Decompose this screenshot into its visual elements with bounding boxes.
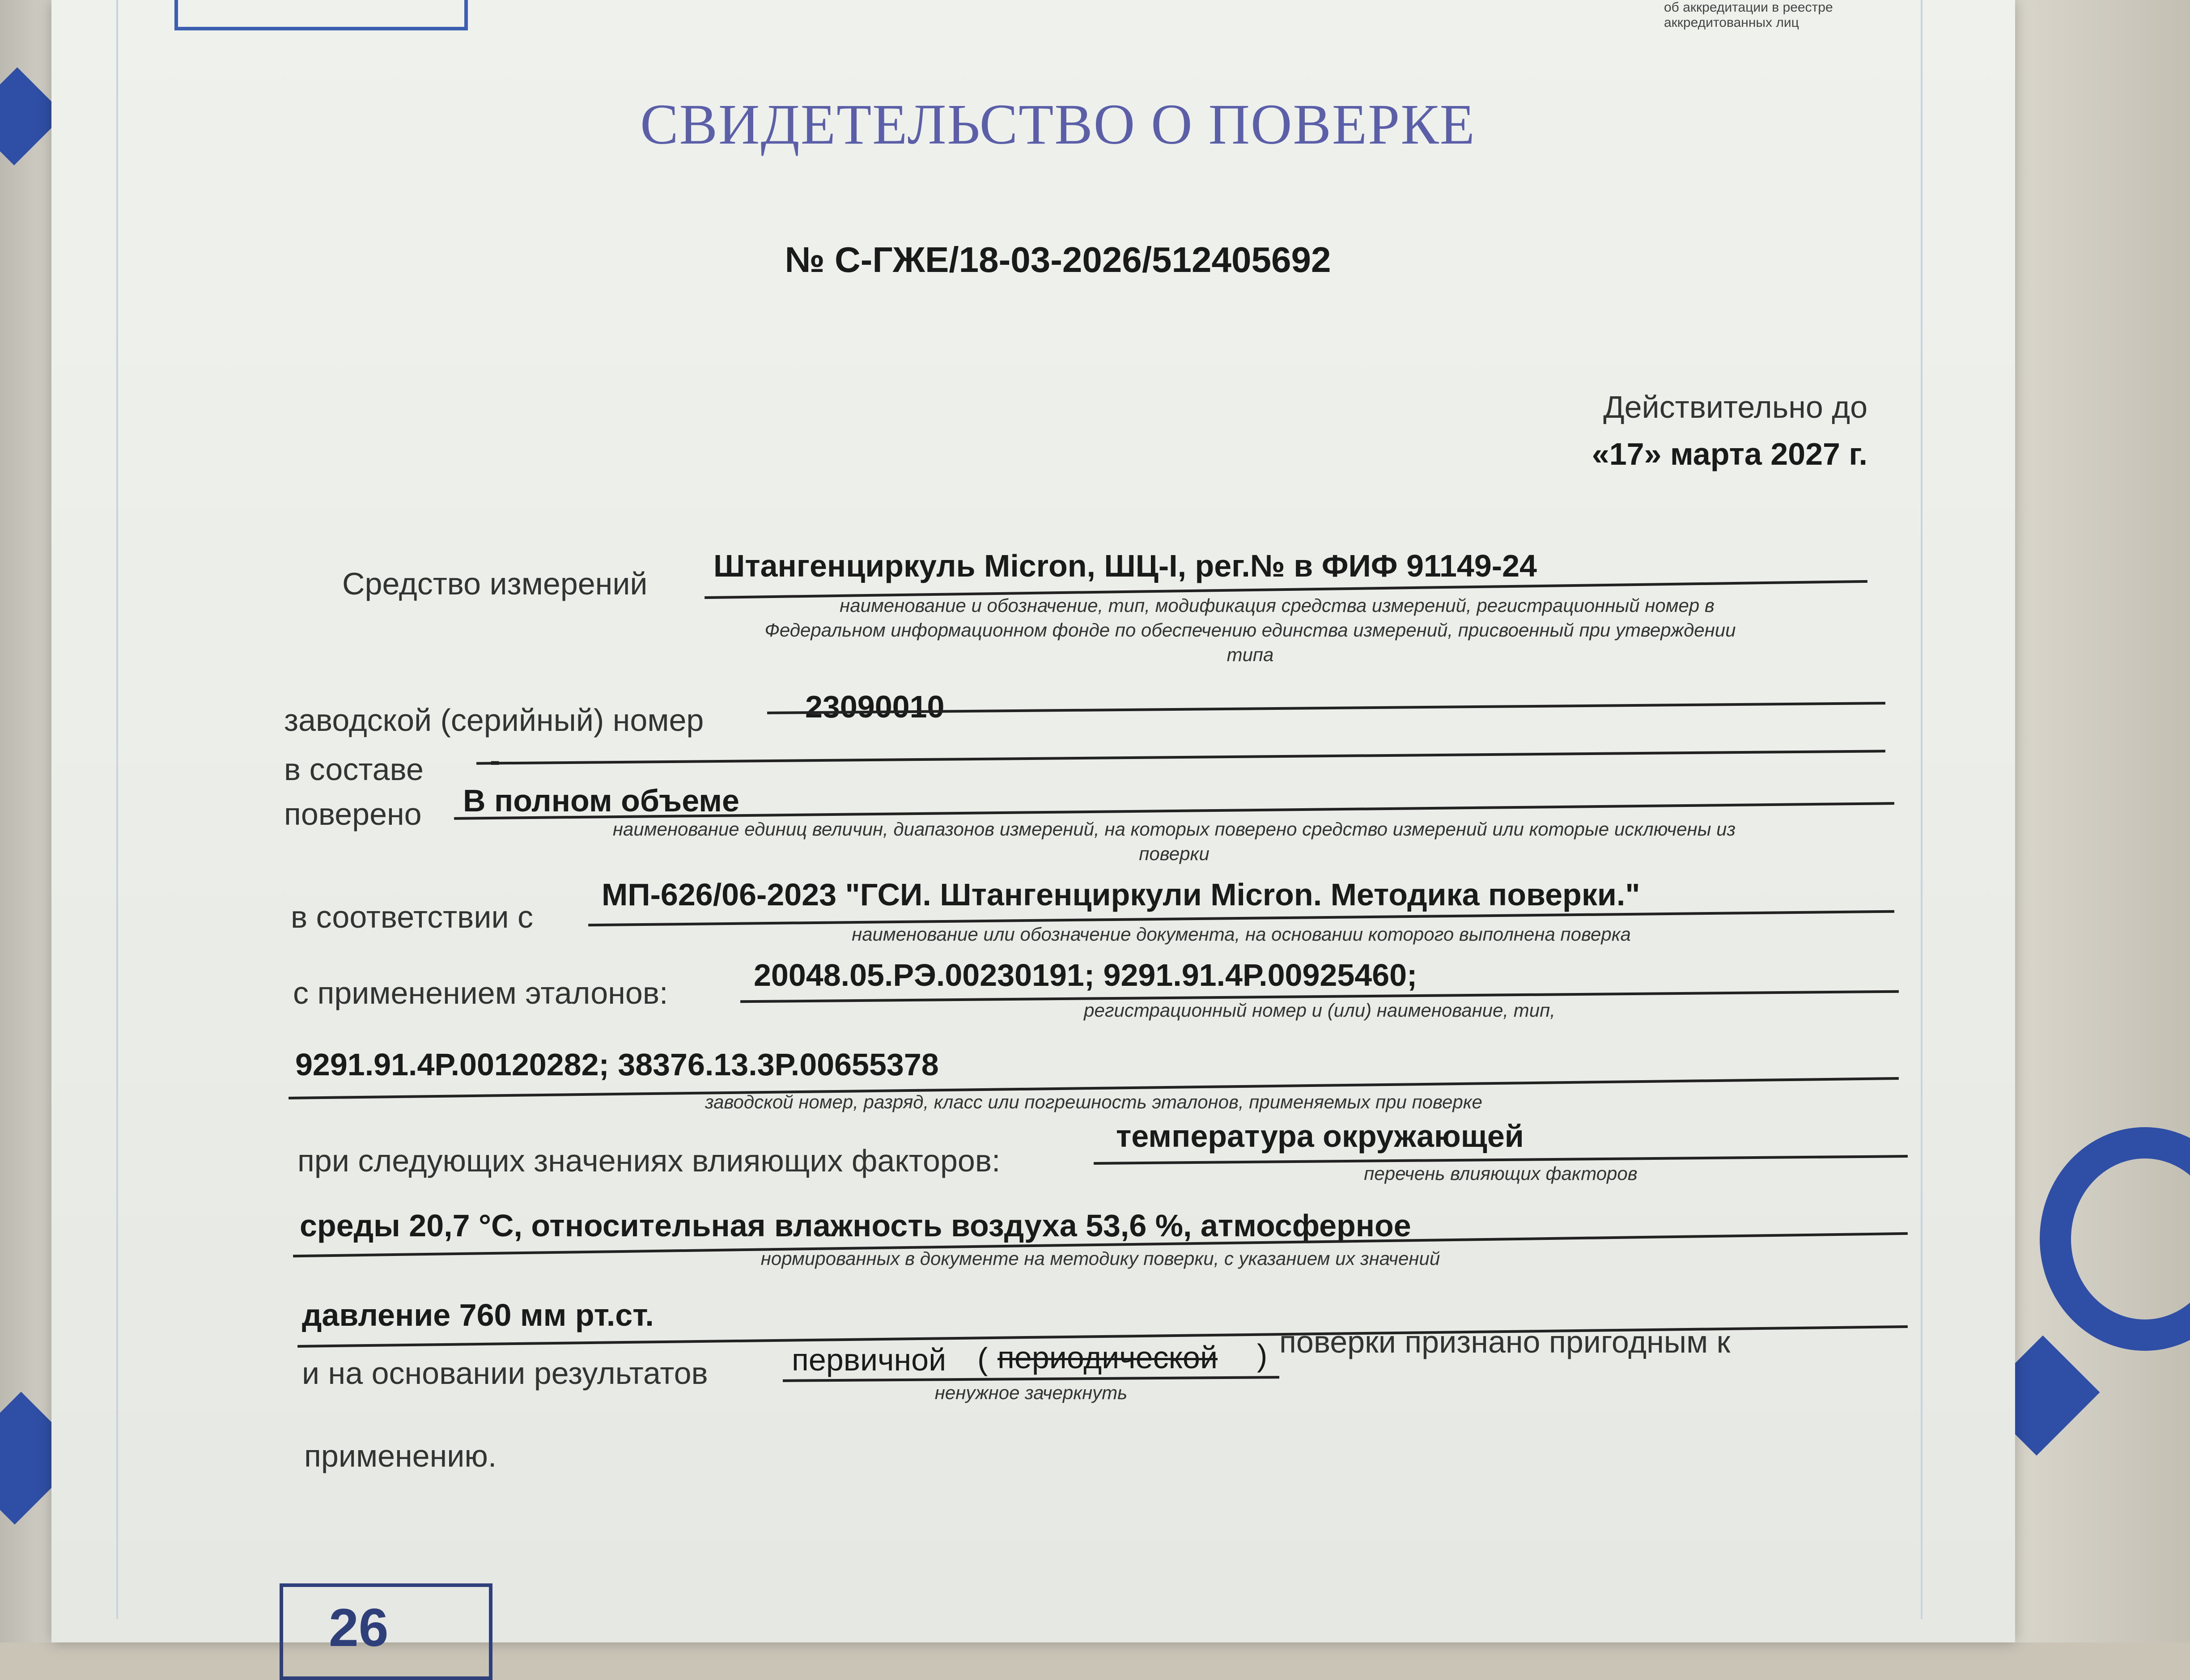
factors-hint: перечень влияющих факторов xyxy=(1364,1163,1638,1184)
document-title: СВИДЕТЕЛЬСТВО О ПОВЕРКЕ xyxy=(640,93,1476,156)
verified-label: поверено xyxy=(284,797,422,832)
results-open-paren: ( xyxy=(977,1341,988,1376)
factors-hint: нормированных в документе на методику поверки, с указанием их значений xyxy=(760,1248,1440,1269)
verified-hint: поверки xyxy=(1139,843,1210,864)
conclusion-text: применению. xyxy=(304,1438,497,1473)
results-periodic-struck: периодической xyxy=(997,1340,1218,1375)
instrument-value: Штангенциркуль Micron, ШЦ-I, рег.№ в ФИФ 91149-24 xyxy=(713,548,1537,583)
stamp-number: 26 xyxy=(329,1598,389,1658)
composition-value: - xyxy=(490,743,501,778)
valid-until-date: «17» марта 2027 г. xyxy=(1592,437,1867,471)
results-close-paren: ) xyxy=(1257,1338,1268,1373)
factors-value: температура окружающей xyxy=(1116,1119,1524,1154)
results-suffix: поверки признано пригодным к xyxy=(1279,1324,1731,1359)
composition-label: в составе xyxy=(284,752,424,787)
results-primary: первичной xyxy=(792,1342,946,1377)
factors-label: при следующих значениях влияющих факторов: xyxy=(297,1143,1001,1178)
standards-value: 20048.05.РЭ.00230191; 9291.91.4Р.00925460; xyxy=(754,958,1418,993)
instrument-hint: Федеральном информационном фонде по обеспечению единства измерений, присвоенный при утверждении xyxy=(764,619,1736,641)
verified-hint: наименование единиц величин, диапазонов измерений, на которых поверено средство измерений или которые исключены из xyxy=(612,819,1736,840)
serial-label: заводской (серийный) номер xyxy=(284,703,704,738)
method-value: МП-626/06-2023 "ГСИ. Штангенциркули Micron. Методика поверки." xyxy=(602,877,1640,912)
serial-value: 23090010 xyxy=(805,689,945,724)
results-hint: ненужное зачеркнуть xyxy=(934,1382,1128,1403)
standards-hint: регистрационный номер и (или) наименование, тип, xyxy=(1084,1000,1555,1021)
verified-value: В полном объеме xyxy=(463,783,739,818)
factors-value: давление 760 мм рт.ст. xyxy=(302,1298,654,1332)
accreditation-note: об аккредитации в реестре аккредитованных лиц xyxy=(1664,0,1833,30)
logo-fragment xyxy=(174,0,468,30)
instrument-label: Средство измерений xyxy=(342,566,648,601)
results-label: и на основании результатов xyxy=(302,1356,708,1391)
valid-until-label: Действительно до xyxy=(1603,390,1867,424)
instrument-hint: типа xyxy=(1227,644,1274,665)
certificate-number: № С-ГЖЕ/18-03-2026/512405692 xyxy=(785,240,1331,280)
standards-label: с применением эталонов: xyxy=(293,976,668,1010)
standards-value: 9291.91.4Р.00120282; 38376.13.3Р.00655378 xyxy=(295,1047,939,1082)
method-hint: наименование или обозначение документа, на основании которого выполнена поверка xyxy=(852,924,1631,945)
certificate-sheet xyxy=(51,0,2015,1642)
factors-value: среды 20,7 °С, относительная влажность воздуха 53,6 %, атмосферное xyxy=(300,1208,1411,1243)
method-label: в соответствии с xyxy=(291,899,533,934)
instrument-hint: наименование и обозначение, тип, модификация средства измерений, регистрационный номер в xyxy=(840,595,1715,616)
standards-hint: заводской номер, разряд, класс или погрешность эталонов, применяемых при поверке xyxy=(705,1091,1482,1112)
